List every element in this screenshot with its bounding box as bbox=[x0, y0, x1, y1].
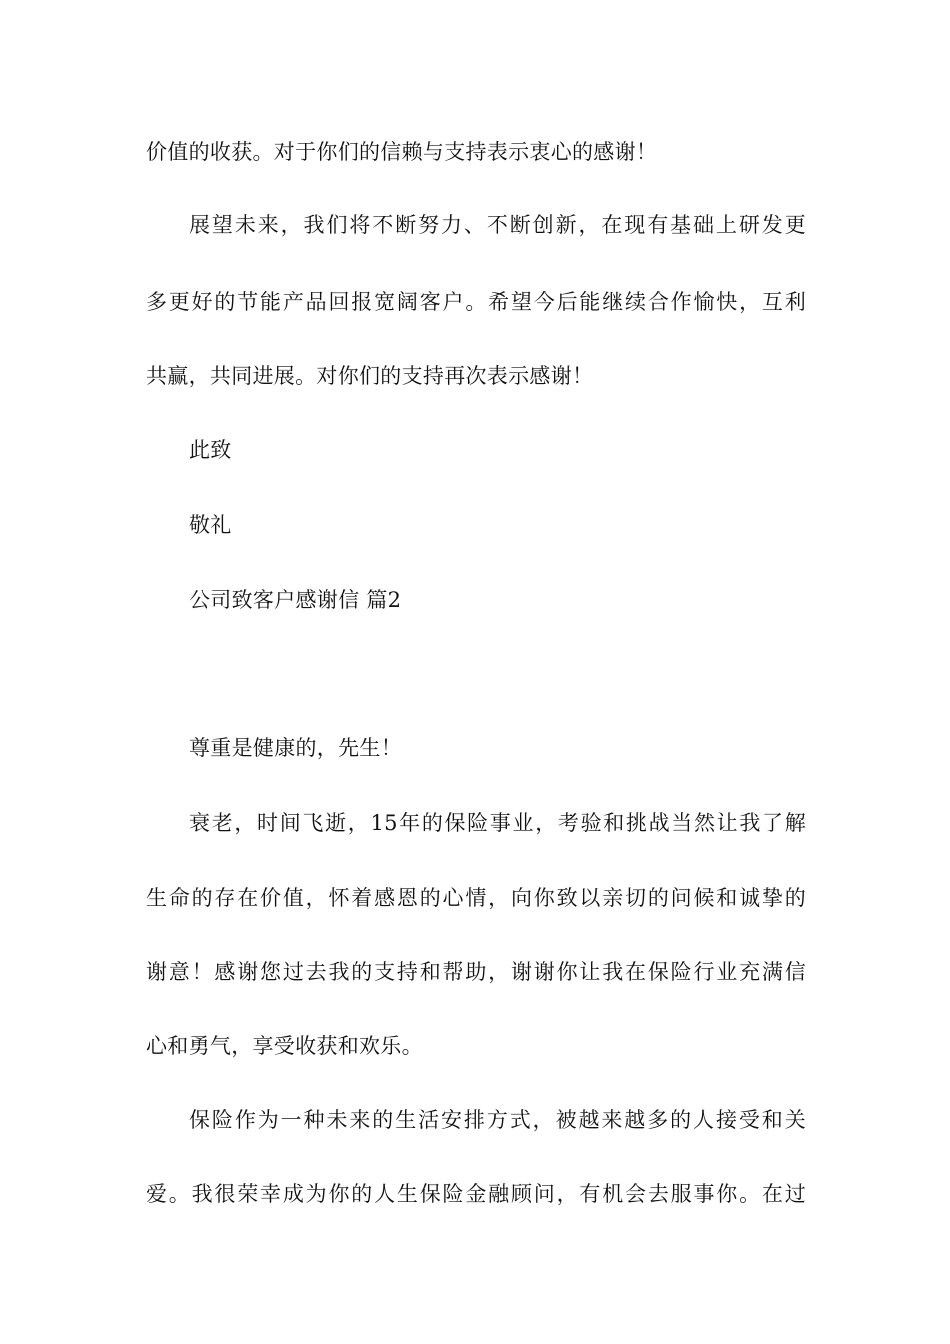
paragraph-line-intro: 衰老，时间飞逝，15年的保险事业，考验和挑战当然让我了解 bbox=[189, 811, 806, 835]
paragraph-line: 谢意！感谢您过去我的支持和帮助，谢谢你让我在保险行业充满信 bbox=[146, 960, 806, 984]
paragraph-line: 多更好的节能产品回报宽阔客户。希望今后能继续合作愉快，互利 bbox=[146, 290, 806, 314]
paragraph-line: 生命的存在价值，怀着感恩的心情，向你致以亲切的问候和诚挚的 bbox=[146, 886, 806, 910]
closing-regards: 敬礼 bbox=[189, 513, 232, 537]
paragraph-line: 心和勇气，享受收获和欢乐。 bbox=[146, 1034, 423, 1058]
closing-salutation: 此致 bbox=[189, 438, 232, 462]
letter-greeting: 尊重是健康的，先生！ bbox=[189, 736, 402, 760]
paragraph-line-insurance: 保险作为一种未来的生活安排方式，被越来越多的人接受和关 bbox=[189, 1108, 806, 1132]
paragraph-line-continuation: 价值的收获。对于你们的信赖与支持表示衷心的感谢！ bbox=[146, 140, 658, 164]
paragraph-line: 爱。我很荣幸成为你的人生保险金融顾问，有机会去服事你。在过 bbox=[146, 1182, 806, 1206]
paragraph-line: 共赢，共同进展。对你们的支持再次表示感谢！ bbox=[146, 364, 594, 388]
section-heading: 公司致客户感谢信 篇2 bbox=[189, 588, 402, 612]
paragraph-line-future: 展望未来，我们将不断努力、不断创新，在现有基础上研发更 bbox=[189, 213, 806, 237]
